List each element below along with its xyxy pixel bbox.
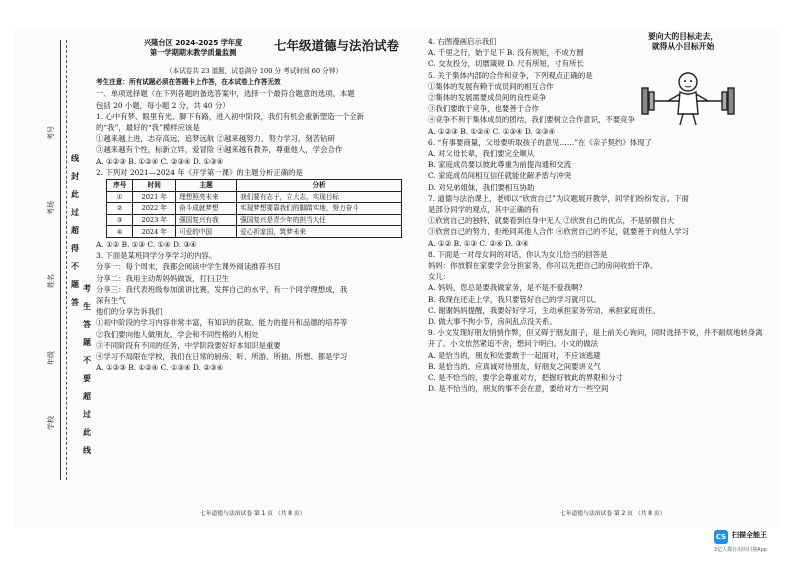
text-line: ①越来越上进，志存高远，追梦远航 ②越来越努力，努力学习，刻苦钻研: [96, 134, 335, 144]
page-1: [96, 36, 412, 373]
text-line: 7. 道德与法治课上，老师以“欣赏自己”为议题展开教学，同学们纷纷发言。下面: [428, 193, 689, 203]
text-line: A. 妈妈，您总是要我做家务，是不是不爱我啊?: [428, 283, 583, 293]
text-line: ②集体的发展需要成员间的良性竞争: [428, 93, 547, 103]
seal-warning-text-2: [82, 280, 92, 460]
table-cell: 2021 年: [133, 191, 176, 203]
text-line: A. ①②③ B. ①②④ C. ①③④ D. ②③④: [428, 126, 556, 136]
question-block-2: [96, 239, 412, 373]
seal-char: 此: [71, 190, 79, 199]
table-row: [107, 214, 402, 226]
table-cell: 爱心祈家国，筑梦未来: [237, 226, 402, 238]
text-line: D. 做大事不拘小节，房间乱点没关系。: [428, 317, 557, 327]
seal-char: 超: [83, 392, 91, 401]
seal-char: 得: [71, 244, 79, 253]
text-line: ③我们要敢于竞争，也要善于合作: [428, 104, 539, 114]
label-xuexiao: 学校: [47, 416, 55, 430]
table-cell: 我们要有志于，立大志，实现目标: [237, 191, 402, 203]
table-cell: 实现梦想要靠我们的脚踏实地，努力奋斗: [237, 203, 402, 215]
table-cell: ③: [107, 214, 133, 226]
text-line: D. 对兄弟姐妹，我们要相互协助: [428, 182, 535, 192]
text-line: 9. 小文发现好朋友悄悄作弊，但又碍于朋友面子，是上前关心询问，同时选择不说，并不耐烦地转身离: [428, 328, 763, 338]
seal-char: 题: [71, 280, 79, 289]
seal-char: 考: [83, 284, 91, 293]
table-header-cell: 序号: [107, 180, 133, 192]
school-name: 兴隆台区 2024-2025 学年度 第一学期期末教学质量监测: [144, 38, 243, 57]
page-title: 七年级道德与法治试卷: [274, 38, 400, 53]
seal-char: 不: [83, 356, 91, 365]
text-line: ①初中阶段的学习内容非常丰富，有知识的获取、能力的提升和品德的培养等: [96, 318, 348, 328]
table-row: [107, 226, 402, 238]
table-cell: 强国复兴有我: [176, 214, 237, 226]
text-line: A. 对父母长辈，我们要完全顺从: [428, 149, 535, 159]
weightlifter-cartoon: [640, 32, 736, 128]
table-cell: 2024 年: [133, 226, 176, 238]
seal-warning-text: [70, 150, 80, 312]
text-line: C. 家庭成员间相互信任就能化解矛盾与冲突: [428, 171, 572, 181]
text-line: 分享二：我用主动帮妈妈做饭，打扫卫生: [96, 273, 230, 283]
text-line: ④竞争不利于集体成员的团结，我们要树立合作意识，不要竞争: [428, 115, 635, 125]
table-header-cell: 时间: [133, 180, 176, 192]
seal-line-dashed: [66, 40, 67, 480]
text-line: 的“我”，最好的“我”模样应该是: [96, 123, 200, 133]
text-line: C. 谢谢妈妈提醒，我要好好学习，主动承担家务劳动，承担家庭责任。: [428, 305, 660, 315]
topic-table: [106, 179, 402, 238]
seal-char: 要: [83, 374, 91, 383]
seal-char: 过: [83, 410, 91, 419]
text-line: A. ①②③ B. ①②④ C. ①③④ D. ②③④: [96, 363, 224, 373]
text-line: 妈妈：你放假在家要学会分担家务，你可以先把自己的房间收拾干净。: [428, 261, 658, 271]
page-footer-2: 七年道德与法治试卷 第 2 页 （共 8 页）: [560, 511, 666, 517]
seal-char: 超: [71, 226, 79, 235]
text-line: ①欣赏自己的独特，就要看到自身中无人 ②欣赏自己的优点，不是骄傲自大: [428, 216, 675, 226]
text-line: 分享一：每个周末，我都会阅读中学生课外阅读推荐书目: [96, 262, 281, 272]
seal-char: 不: [71, 262, 79, 271]
text-line: B. 我现在还走上学，我只要管好自己的学习就可以。: [428, 294, 601, 304]
table-header-cell: 分析: [237, 180, 402, 192]
seal-char: 过: [71, 208, 79, 217]
text-line: 包括 20 小题，每小题 2 分，共 40 分）: [96, 100, 230, 110]
text-line: ②我们要向他人做朋友，学会和不同性格的人相处: [96, 329, 259, 339]
seal-char: 线: [83, 446, 91, 455]
table-row: [107, 203, 402, 215]
label-nianji: 年级: [47, 351, 55, 365]
exam-header: [96, 36, 412, 66]
text-line: C. 是不恰当的，要学会尊重对方，把握好彼此的界限和分寸: [428, 373, 623, 383]
table-cell: ④: [107, 226, 133, 238]
table-cell: 可爱的中国: [176, 226, 237, 238]
camscanner-tagline: 3亿人都在用的扫描App: [714, 547, 767, 553]
table-row: [107, 191, 402, 203]
seal-char: 生: [83, 302, 91, 311]
text-line: A. ①②③ B. ①②④ C. ②③④ D. ①③④: [96, 156, 224, 166]
label-xingming: 姓名: [47, 274, 55, 288]
text-line: 女儿：: [428, 272, 451, 282]
exam-info: （本试卷共 23 道题，试卷满分 100 分 考试时间 60 分钟）: [166, 67, 342, 75]
table-cell: 强国复兴是青少年的担当大任: [237, 214, 402, 226]
label-kaohao: 考号: [47, 126, 55, 140]
camscanner-name: 扫描全能王: [732, 531, 767, 539]
seal-char: 题: [83, 338, 91, 347]
seal-char: 此: [83, 428, 91, 437]
cartoon-caption: 要向大的目标走去， 就得从小目标开始: [648, 32, 719, 51]
seal-char: 封: [71, 172, 79, 181]
text-line: 2. 下列对 2021—2024 年《开学第一课》的主题分析正确的是: [96, 167, 303, 177]
text-line: 8. 下面是一对母女间的对话，你认为女儿恰当的回答是: [428, 249, 608, 259]
text-line: A. ①② B. ①③ C. ①④ D. ③④: [96, 240, 197, 249]
text-line: 是部分同学的观点，其中正确的有: [428, 205, 539, 215]
table-cell: 2022 年: [133, 203, 176, 215]
text-line: ③欣赏自己的努力，拒绝同其他人合作 ④欣赏自己的不足，就要善于向他人学习: [428, 227, 690, 237]
text-line: 开了。小文依然紧追不舍，想问个明白。小文的做法: [428, 339, 598, 349]
table-cell: 奋斗成就梦想: [176, 203, 237, 215]
table-cell: ①: [107, 191, 133, 203]
text-line: B. 是恰当的，应真诚对待朋友，好朋友之间要讲义气: [428, 361, 601, 371]
exam-notice: 考生注意：所有试题必须在答题卡上作答，在本试卷上作答无效: [96, 78, 281, 87]
text-line: 6. “有事要商量，父母要听取孩子的意见……”在《亲子契约》体现了: [428, 137, 652, 147]
text-line: ③越来越有个性，标新立异，爱冒险 ④越来越有教养，尊重他人，学会合作: [96, 145, 343, 155]
seal-char: 答: [83, 320, 91, 329]
camscanner-logo: CS: [714, 530, 728, 544]
table-cell: 理想照亮未来: [176, 191, 237, 203]
table-header-cell: 主题: [176, 180, 237, 192]
text-line: ①集体的发展有赖于成员间的相互合作: [428, 81, 554, 91]
text-line: 深有生气: [96, 296, 126, 306]
text-line: 3. 下面是某班同学分享学习的内容。: [96, 251, 217, 261]
text-line: B. 家庭成员要以彼此尊重为前提沟通和交流: [428, 160, 572, 170]
text-line: 5. 关于集体内部的合作和竞争，下列观点正确的是: [428, 70, 593, 80]
text-line: A. ①② B. ①③ C. ②④ D. ③④: [428, 238, 529, 248]
seal-line: [60, 40, 61, 480]
page-footer-1: 七年道德与法治试卷 第 1 页 （共 8 页）: [200, 511, 306, 517]
text-line: 一、单项选择题（在下列各题的备选答案中，选择一个最符合题意的选项。本题: [96, 89, 355, 99]
question-block-1: [96, 88, 412, 178]
text-line: ④学习不局限在学校，我们在日常的厨房、听、所游、所抽、所想、都是学习: [96, 352, 348, 362]
text-line: 分享三：我代表班级参加演讲比赛，发挥自己的水平，有一个同学理想成，我: [96, 284, 348, 294]
text-line: A. 是恰当的，朋友和处要敢于一起面对，不应该逃避: [428, 350, 601, 360]
text-line: C. 交友投分，切磨箴规 D. 尺有所短，寸有所长: [428, 59, 584, 69]
seal-char: 线: [71, 154, 79, 163]
text-line: A. 千里之行，始于足下 B. 没有规矩，不成方圆: [428, 48, 584, 58]
text-line: 4. 右图漫画启示我们: [428, 37, 497, 46]
text-line: 1. 心中有梦、眼里有光、脚下有路，进入初中阶段，我们有机会重新塑造一个全新: [96, 111, 365, 121]
table-cell: ②: [107, 203, 133, 215]
text-line: D. 是不恰当的，朋友的事不会在意，要给对方一些空间: [428, 384, 609, 394]
text-line: 他们的分享告诉我们: [96, 307, 163, 317]
text-line: ③不同阶段有不同的任务，中学阶段要好好本知识是重要: [96, 340, 281, 350]
table-cell: 2023 年: [133, 214, 176, 226]
label-kaochang: 考场: [47, 201, 55, 215]
seal-char: 答: [71, 298, 79, 307]
